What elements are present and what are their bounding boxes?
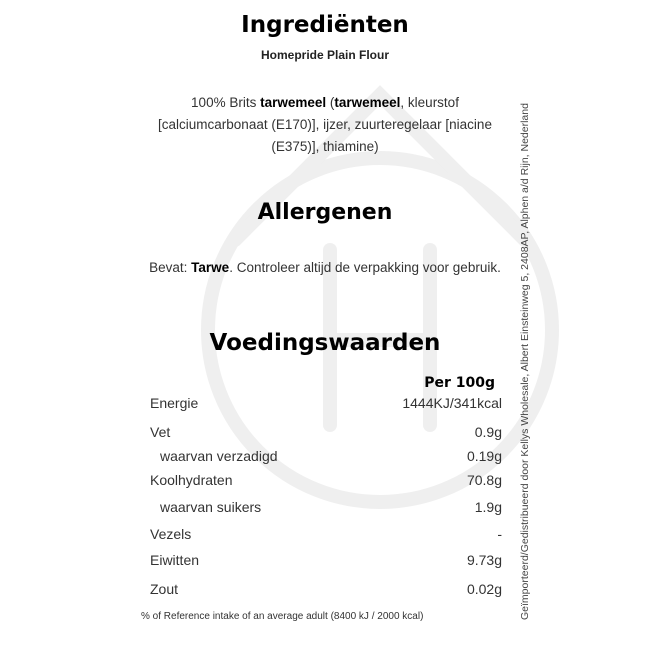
nutrient-label: Energie xyxy=(150,395,199,411)
per-100g-header: Per 100g xyxy=(424,375,495,391)
nutrient-value: - xyxy=(497,526,502,542)
nutrition-row xyxy=(150,499,502,519)
allergen-highlight: Tarwe xyxy=(191,260,230,275)
nutrition-title: Voedingswaarden xyxy=(209,330,441,356)
nutrition-row xyxy=(150,395,502,415)
nutrient-label: waarvan suikers xyxy=(160,499,262,515)
nutrient-label: Eiwitten xyxy=(150,552,200,568)
nutrient-label: Vezels xyxy=(150,526,192,542)
nutrient-value: 0.02g xyxy=(466,581,502,597)
nutrient-label: Zout xyxy=(150,581,179,597)
nutrition-row xyxy=(150,472,502,492)
text-segment: 100% Brits xyxy=(191,95,261,110)
allergens-title: Allergenen xyxy=(257,200,393,225)
allergen-highlight: tarwemeel xyxy=(334,95,401,110)
allergens-text xyxy=(140,257,510,279)
text-segment: , kleurstof [calciumcarbonaat (E170)], ijzer, zuurteregelaar [niacine (E375)], thiamine) xyxy=(158,95,492,154)
nutrient-label: waarvan verzadigd xyxy=(160,448,278,464)
nutrition-row xyxy=(150,526,502,546)
text-segment: . Controleer altijd de verpakking voor gebruik. xyxy=(229,260,501,275)
importer-address: Geïmporteerd/Gedistribueerd door Kellys Wholesale, Albert Einsteinweg 5, 2408AP, Alphen a/d Rijn, Nederland xyxy=(519,103,531,620)
product-name: Homepride Plain Flour xyxy=(260,48,389,62)
nutrition-row xyxy=(150,448,502,468)
nutrient-value: 0.19g xyxy=(466,448,502,464)
nutrient-value: 9.73g xyxy=(466,552,502,568)
nutrition-row xyxy=(150,581,502,601)
nutrient-label: Koolhydraten xyxy=(150,472,233,488)
text-segment: Bevat: xyxy=(149,260,192,275)
nutrient-label: Vet xyxy=(150,424,171,440)
nutrition-row xyxy=(150,552,502,572)
ingredients-text xyxy=(140,92,510,158)
nutrient-value: 0.9g xyxy=(474,424,502,440)
reference-intake-footnote: % of Reference intake of an average adult (8400 kJ / 2000 kcal) xyxy=(141,611,424,622)
ingredients-title: Ingrediënten xyxy=(241,12,409,38)
allergen-highlight: tarwemeel xyxy=(260,95,327,110)
nutrient-value: 70.8g xyxy=(466,472,502,488)
text-segment: ( xyxy=(326,95,335,110)
nutrition-row xyxy=(150,424,502,444)
nutrient-value: 1.9g xyxy=(474,499,502,515)
nutrient-value: 1444KJ/341kcal xyxy=(402,395,502,411)
